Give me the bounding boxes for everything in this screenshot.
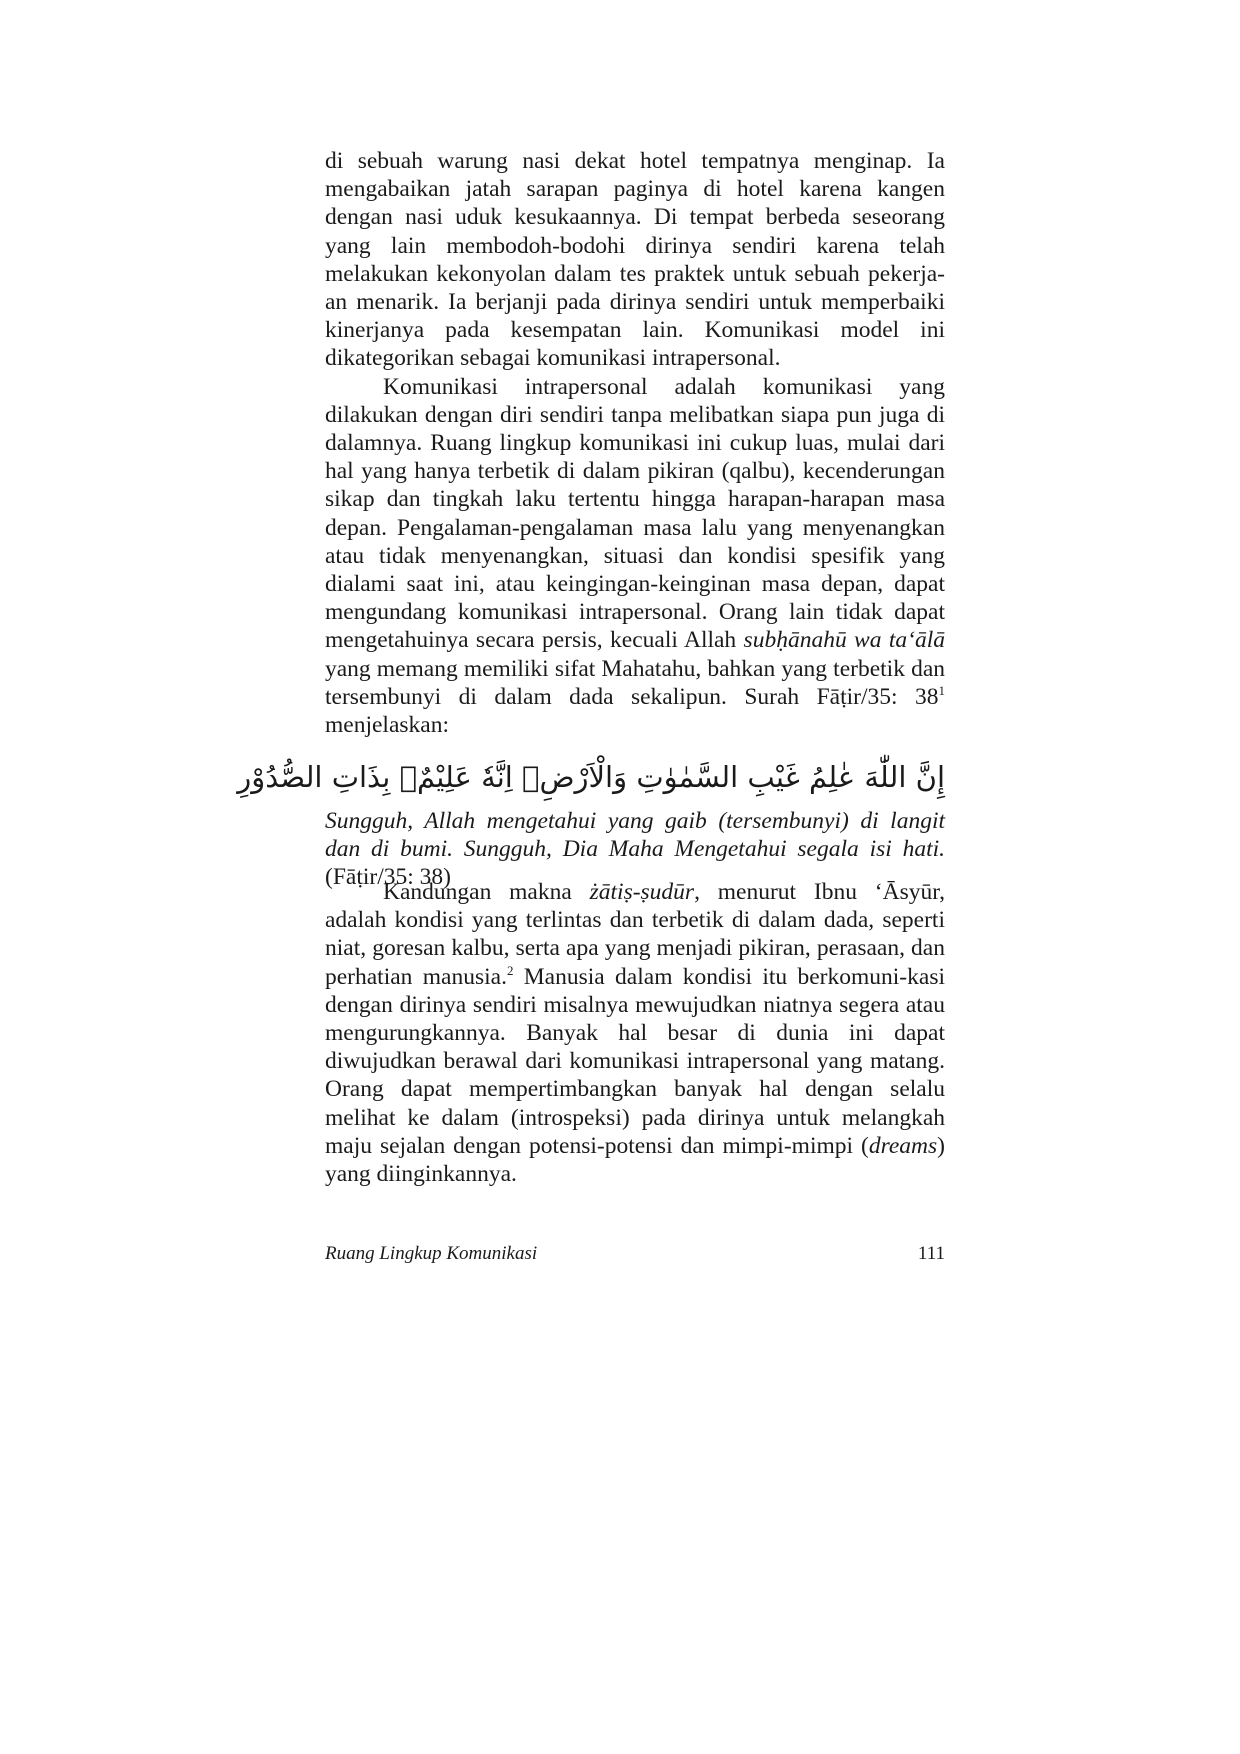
body-text-top bbox=[325, 147, 945, 739]
paragraph-2-text-b: yang memang memiliki sifat Mahatahu, bahkan yang terbetik dan tersembunyi di dalam dada sekalipun. Surah Fāṭir/35: 38 bbox=[325, 655, 945, 710]
footnote-marker-1: 1 bbox=[938, 683, 945, 699]
paragraph-2 bbox=[325, 373, 945, 740]
paragraph-3-text-c: Manusia dalam kondisi itu berkomuni-kasi dengan dirinya sendiri misalnya mewujudkan niatnya segera atau mengurungkannya. Banyak hal besar di dunia ini dapat diwujudkan berawal dari komunikasi intrapersonal yang matang. Orang dapat mempertimbangkan banyak hal dengan selalu melihat ke dalam (introspeksi) pada dirinya untuk melangkah maju sejalan dengan potensi-potensi dan mimpi-mimpi ( bbox=[325, 963, 945, 1159]
paragraph-3-italic-dreams: dreams bbox=[868, 1132, 938, 1159]
running-title: Ruang Lingkup Komunikasi bbox=[325, 1243, 538, 1264]
page-number: 111 bbox=[917, 1243, 945, 1264]
paragraph-3-text-d: ) yang diinginkannya. bbox=[325, 1132, 945, 1188]
footnote-marker-2: 2 bbox=[506, 962, 514, 978]
paragraph-2-italic: subḥānahū wa ta‘ālā bbox=[743, 627, 945, 654]
paragraph-2-text-c: menjelaskan: bbox=[325, 712, 449, 739]
paragraph-3 bbox=[325, 878, 945, 1188]
quran-verse-arabic: إِنَّ اللّٰهَ عٰلِمُ غَيْبِ السَّمٰوٰتِ وَالْاَرْضِۗ اِنَّهٗ عَلِيْمٌۢ بِذَاتِ الصُّدُوْرِ bbox=[237, 760, 945, 794]
paragraph-3-text-a: Kandungan makna bbox=[383, 879, 590, 905]
page-footer bbox=[325, 1242, 945, 1266]
paragraph-2-text-a: Komunikasi intrapersonal adalah komunikasi yang dilakukan dengan diri sendiri tanpa melibatkan siapa pun juga di dalamnya. Ruang lingkup komunikasi ini cukup luas, mulai dari hal yang hanya terbetik di dalam pikiran (qalbu), kecenderungan sikap dan tingkah laku tertentu hingga harapan-harapan masa depan. Pengalaman-pengalaman masa lalu yang menyenangkan atau tidak menyenangkan, situasi dan kondisi spesifik yang dialami saat ini, atau keingingan-keinginan masa depan, dapat mengundang komunikasi intrapersonal. Orang lain tidak dapat mengetahuinya secara persis, kecuali Allah bbox=[325, 373, 945, 654]
paragraph-1: di sebuah warung nasi dekat hotel tempatnya menginap. Ia mengabaikan jatah sarapan paginya di hotel karena kangen dengan nasi uduk kesukaannya. Di tempat berbeda seseorang yang lain membodoh-bodohi dirinya sendiri karena telah melakukan kekonyolan dalam tes praktek untuk sebuah pekerja-an menarik. Ia berjanji pada dirinya sendiri untuk memperbaiki kinerjanya pada kesempatan lain. Komunikasi model ini dikategorikan sebagai komunikasi intrapersonal. bbox=[325, 148, 945, 372]
body-text-bottom bbox=[325, 878, 945, 1188]
paragraph-3-text-b: , menurut Ibnu ‘Āsyūr, adalah kondisi yang terlintas dan terbetik di dalam dada, seperti niat, goresan kalbu, serta apa yang menjadi pikiran, perasaan, dan perhatian manusia. bbox=[325, 879, 945, 990]
verse-reference: (Fāṭir/35: 38) bbox=[325, 864, 451, 891]
verse-translation-text: Sungguh, Allah mengetahui yang gaib (tersembunyi) di langit dan di bumi. Sungguh, Dia Maha Mengetahui segala isi hati. bbox=[325, 808, 945, 863]
paragraph-3-italic-term: żātiṣ-ṣudūr bbox=[589, 879, 695, 905]
